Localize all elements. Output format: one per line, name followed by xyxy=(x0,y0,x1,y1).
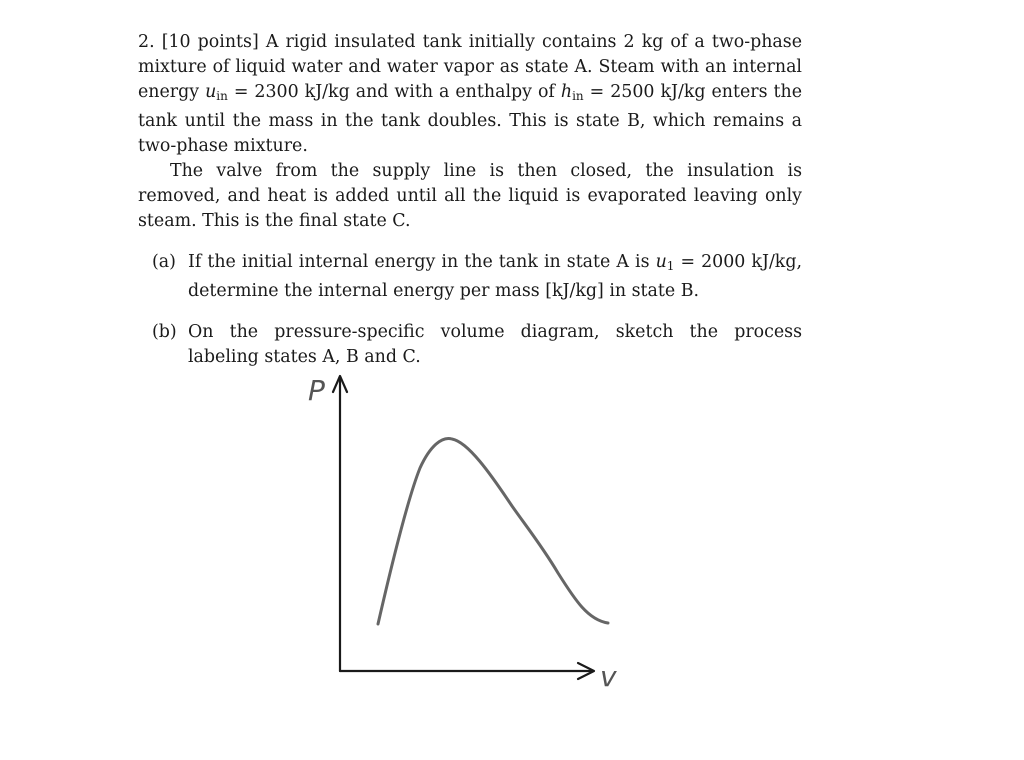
y-axis-label: P xyxy=(308,374,325,407)
h-in-subscript: in xyxy=(572,89,584,103)
problem-paragraph-2: The valve from the supply line is then closed, the insulation is removed, and heat is added until all the liquid is evaporated leaving only steam. This is the final state C. xyxy=(138,161,802,231)
part-b-text: On the pressure-specific volume diagram, sketch the process labeling states A, B and C. xyxy=(188,322,802,367)
part-a-text-1: If the initial internal energy in the tank in state A is xyxy=(188,252,650,272)
h-in-value: = 2500 kJ/kg enters the tank until the mass in the tank doubles. This is state B, which remains a two-phase mixture. xyxy=(138,82,802,156)
x-axis-label: v xyxy=(600,660,617,693)
saturation-dome-curve xyxy=(378,438,608,624)
u1-subscript: 1 xyxy=(666,259,675,273)
part-a-label: (a) xyxy=(152,252,176,272)
part-a xyxy=(138,250,802,304)
problem-points: [10 points] xyxy=(161,32,259,52)
u-in-value: = 2300 kJ/kg and with a enthalpy of xyxy=(233,82,555,102)
problem-number: 2. xyxy=(138,32,155,52)
u1-symbol: u xyxy=(655,252,667,272)
part-b xyxy=(138,320,802,370)
problem-intro: A rigid insulated tank initially contains 2 kg of a two-phase mixture of liquid water and water vapor as state A. Steam with an internal energy xyxy=(138,32,803,102)
h-in-symbol: h xyxy=(560,82,573,102)
u-in-symbol: u xyxy=(205,82,217,102)
problem-text xyxy=(138,30,802,370)
u-in-subscript: in xyxy=(216,89,228,103)
problem-paragraph-1 xyxy=(138,30,802,159)
pv-diagram xyxy=(290,368,650,698)
part-b-label: (b) xyxy=(152,322,177,342)
part-a-text-2: = 2000 kJ/kg, determine the internal energy per mass [kJ/kg] in state B. xyxy=(188,252,803,301)
